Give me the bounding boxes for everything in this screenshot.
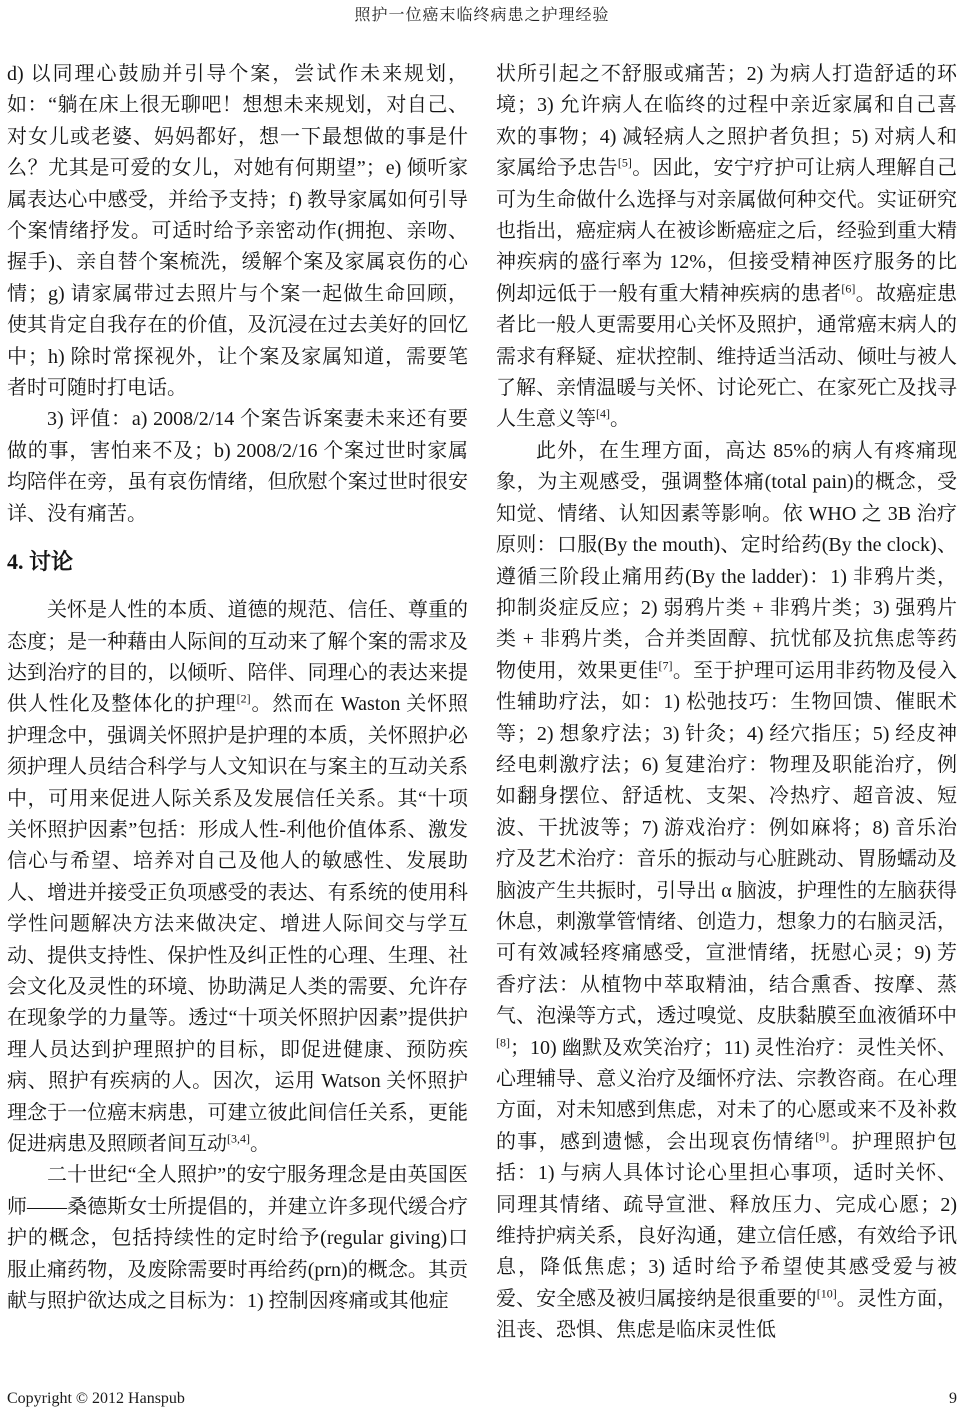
reference-superscript: [6] xyxy=(841,281,856,296)
reference-superscript: [4] xyxy=(596,406,610,421)
left-column xyxy=(7,59,468,1317)
paragraph: 状所引起之不舒服或痛苦；2) 为病人打造舒适的环境；3) 允许病人在临终的过程中亲近家属和自己喜欢的事物；4) 减轻病人之照护者负担；5) 对病人和家属给予忠告[5]。因此，安宁疗护可让病人理解自己可为生命做什么选择与对亲属做何种交代。实证研究也指出，癌症病人在被诊断癌症之后，经验到重大精神疾病的盛行率为 12%，但接受精神医疗服务的比例却远低于一般有重大精神疾病的患者[6]。故癌症患者比一般人更需要用心关怀及照护，通常癌末病人的需求有释疑、症状控制、维持适当活动、倾吐与被人了解、亲情温暖与关怀、讨论死亡、在家死亡及找寻人生意义等[4]。 xyxy=(496,63,958,431)
running-header xyxy=(7,5,957,27)
paragraph: d) 以同理心鼓励并引导个案，尝试作未来规划，如：“躺在床上很无聊吧！想想未来规划，对自己、对女儿或老婆、妈妈都好，想一下最想做的事是什么？尤其是可爱的女儿，对她有何期望”；e) 倾听家属表达心中感受，并给予支持；f) 教导家属如何引导个案情绪抒发。可适时给予亲密动作(拥抱、亲吻、握手)、亲自替个案梳洗，缓解个案及家属哀伤的心情；g) 请家属带过去照片与个案一起做生命回顾，使其肯定自我存在的价值，及沉浸在过去美好的回忆中；h) 除时常探视外，让个案及家属知道，需要笔者时可随时打电话。 xyxy=(7,63,468,400)
reference-superscript: [9] xyxy=(815,1129,830,1144)
footer-copyright: Copyright © 2012 Hanspub xyxy=(7,1390,185,1407)
paragraph: 此外，在生理方面，高达 85%的病人有疼痛现象，为主观感受，强调整体痛(total pain)的概念，受知觉、情绪、认知因素等影响。依 WHO 之 3B 治疗原则：口服(By the mouth)、定时给药(By the clock)、遵循三阶段止痛用药(By the ladder)：1) 非鸦片类，抑制炎症反应；2) 弱鸦片类 + 非鸦片类；3) 强鸦片类 + 非鸦片类，合并类固醇、抗忧郁及抗焦虑等药物使用，效果更佳[7]。至于护理可运用非药物及侵入性辅助疗法，如：1) 松弛技巧：生物回馈、催眠术等；2) 想象疗法；3) 针灸；4) 经穴指压；5) 经皮神经电刺激疗法；6) 复建治疗：物理及职能治疗，例如翻身摆位、舒适枕、支架、冷热疗、超音波、短波、干扰波等；7) 游戏治疗：例如麻将；8) 音乐治疗及艺术治疗：音乐的振动与心脏跳动、胃肠蠕动及脑波产生共振时，引导出 α 脑波，护理性的左脑获得休息，刺激掌管情绪、创造力，想象力的右脑灵活，可有效减轻疼痛感受，宣泄情绪，抚慰心灵；9) 芳香疗法：从植物中萃取精油，结合熏香、按摩、蒸气、泡澡等方式，透过嗅觉、皮肤黏膜至血液循环中[8]；10) 幽默及欢笑治疗；11) 灵性治疗：灵性关怀、心理辅导、意义治疗及缅怀疗法、宗教咨商。在心理方面，对未知感到焦虑，对未了的心愿或来不及补救的事，感到遗憾，会出现哀伤情绪[9]。护理照护包括：1) 与病人具体讨论心里担心事项，适时关怀、同理其情绪、疏导宣泄、释放压力、完成心愿；2) 维持护病关系，良好沟通，建立信任感，有效给予讯息，降低焦虑；3) 适时给予希望使其感受爱与被爱、安全感及被归属接纳是很重要的[10]。灵性方面，沮丧、恐惧、焦虑是临床灵性低 xyxy=(496,439,958,1342)
footer-page-number: 9 xyxy=(949,1390,957,1407)
reference-superscript: [10] xyxy=(816,1286,837,1301)
paragraph: 关怀是人性的本质、道德的规范、信任、尊重的态度；是一种藉由人际间的互动来了解个案的需求及达到治疗的目的，以倾听、陪伴、同理心的表达来提供人性化及整体化的护理[2]。然而在 Waston 关怀照护理念中，强调关怀照护是护理的本质，关怀照护必须护理人员结合科学与人文知识在与案主的互动关系中，可用来促进人际关系及发展信任关系。其“十项关怀照护因素”包括：形成人性-利他价值体系、激发信心与希望、培养对自己及他人的敏感性、发展助人、增进并接受正负项感受的表达、有系统的使用科学性问题解决方法来做决定、增进人际间交与学互动、提供支持性、保护性及纠正性的心理、生理、社会文化及灵性的环境、协助满足人类的需要、允许存在现象学的力量等。透过“十项关怀照护因素”提供护理人员达到护理照护的目标，即促进健康、预防疾病、照护有疾病的人。因次，运用 Watson 关怀照护理念于一位癌末病患，可建立彼此间信任关系，更能促进病患及照顾者间互动[3,4]。 xyxy=(7,599,468,1155)
reference-superscript: [3,4] xyxy=(227,1131,250,1146)
section-heading: 4. 讨论 xyxy=(7,549,74,575)
reference-superscript: [5] xyxy=(617,155,632,170)
paragraph: 3) 评值：a) 2008/2/14 个案告诉案妻未来还有要做的事，害怕来不及；b) 2008/2/16 个案过世时家属均陪伴在旁，虽有哀伤情绪，但欣慰个案过世时很安详、没有痛苦。 xyxy=(7,408,468,525)
paragraph: 二十世纪“全人照护”的安宁服务理念是由英国医师——桑德斯女士所提倡的，并建立许多现代缓合疗护的概念，包括持续性的定时给予(regular giving)口服止痛药物，及废除需要时再给药(prn)的概念。其贡献与照护欲达成之目标为：1) 控制因疼痛或其他症 xyxy=(7,1164,468,1313)
reference-superscript: [7] xyxy=(658,658,673,673)
reference-superscript: [8] xyxy=(496,1034,510,1049)
two-column-layout xyxy=(7,59,957,1347)
reference-superscript: [2] xyxy=(236,691,251,706)
page-title: 照护一位癌末临终病患之护理经验 xyxy=(354,7,610,24)
right-column xyxy=(496,59,957,1347)
page-footer xyxy=(7,1388,957,1410)
